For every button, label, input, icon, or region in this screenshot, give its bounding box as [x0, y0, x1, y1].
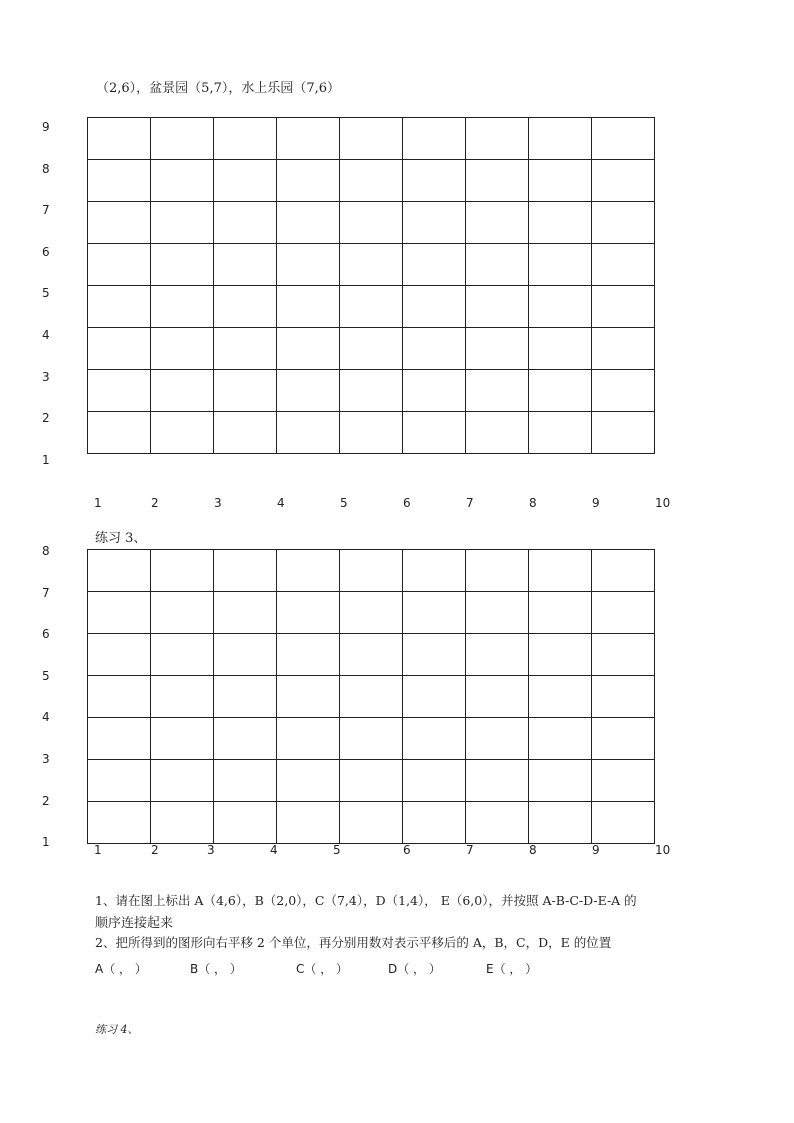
grid1-y-label: 5	[42, 286, 50, 300]
grid-cell	[529, 676, 592, 718]
grid2-x-label: 10	[655, 843, 671, 857]
grid-cell	[88, 160, 151, 202]
grid-cell	[277, 592, 340, 634]
grid-cell	[88, 118, 151, 160]
grid-cell	[592, 328, 655, 370]
grid-cell	[592, 760, 655, 802]
exercise4-title: 练习 4、	[95, 1023, 139, 1036]
grid-cell	[529, 802, 592, 844]
grid-cell	[340, 676, 403, 718]
grid-cell	[466, 592, 529, 634]
grid-cell	[88, 370, 151, 412]
grid-cell	[403, 370, 466, 412]
grid-cell	[214, 550, 277, 592]
grid-cell	[340, 328, 403, 370]
grid-cell	[403, 676, 466, 718]
grid-cell	[277, 160, 340, 202]
grid-cell	[151, 202, 214, 244]
grid-cell	[214, 160, 277, 202]
grid-cell	[214, 802, 277, 844]
grid-cell	[466, 634, 529, 676]
grid1-x-label: 4	[277, 496, 285, 510]
grid-cell	[88, 676, 151, 718]
grid2-y-label: 3	[42, 752, 50, 766]
grid1-body	[88, 118, 655, 454]
answer-blank-b[interactable]: B（ ， ）	[190, 962, 242, 976]
grid-cell	[151, 160, 214, 202]
grid-cell	[529, 718, 592, 760]
grid-row	[88, 676, 655, 718]
grid1-x-label: 9	[592, 496, 600, 510]
grid-row	[88, 328, 655, 370]
grid-cell	[88, 286, 151, 328]
grid-row	[88, 634, 655, 676]
grid-cell	[277, 118, 340, 160]
grid-cell	[592, 370, 655, 412]
grid-cell	[151, 760, 214, 802]
grid-cell	[340, 760, 403, 802]
grid-row	[88, 286, 655, 328]
grid1-y-label: 1	[42, 453, 50, 467]
grid-cell	[592, 718, 655, 760]
grid-cell	[277, 676, 340, 718]
grid-cell	[592, 286, 655, 328]
grid-cell	[277, 328, 340, 370]
grid-cell	[277, 718, 340, 760]
grid-cell	[592, 802, 655, 844]
grid-cell	[340, 802, 403, 844]
grid1-x-label: 6	[403, 496, 411, 510]
grid-cell	[592, 118, 655, 160]
grid-cell	[466, 760, 529, 802]
answer-blank-d[interactable]: D（ ， ）	[388, 962, 441, 976]
grid-cell	[340, 160, 403, 202]
grid-cell	[88, 760, 151, 802]
grid-cell	[403, 412, 466, 454]
grid2-y-label: 7	[42, 586, 50, 600]
grid-cell	[88, 202, 151, 244]
grid-cell	[529, 634, 592, 676]
answer-blank-a[interactable]: A（ ， ）	[95, 962, 147, 976]
grid-cell	[277, 802, 340, 844]
grid-cell	[340, 244, 403, 286]
grid2-x-label: 3	[207, 843, 215, 857]
grid-cell	[529, 412, 592, 454]
grid-row	[88, 718, 655, 760]
grid-cell	[277, 634, 340, 676]
grid2-x-label: 4	[270, 843, 278, 857]
grid-cell	[403, 592, 466, 634]
grid-cell	[88, 412, 151, 454]
grid-cell	[151, 634, 214, 676]
grid-cell	[151, 286, 214, 328]
grid-cell	[592, 550, 655, 592]
grid-cell	[466, 328, 529, 370]
grid-cell	[151, 328, 214, 370]
grid-cell	[403, 760, 466, 802]
grid-cell	[403, 202, 466, 244]
grid-cell	[214, 370, 277, 412]
grid2	[87, 549, 655, 844]
grid-cell	[466, 412, 529, 454]
answer-blank-c[interactable]: C（ ， ）	[296, 962, 349, 976]
grid-cell	[277, 760, 340, 802]
grid-cell	[214, 244, 277, 286]
answer-blank-e[interactable]: E（ ， ）	[486, 962, 538, 976]
grid-cell	[88, 802, 151, 844]
grid-cell	[214, 118, 277, 160]
grid-cell	[151, 718, 214, 760]
grid-cell	[340, 634, 403, 676]
grid1-y-label: 3	[42, 370, 50, 384]
grid-row	[88, 550, 655, 592]
grid-cell	[340, 370, 403, 412]
question-2: 2、把所得到的图形向右平移 2 个单位，再分别用数对表示平移后的 A，B，C，D，E 的位置	[95, 935, 612, 950]
grid-cell	[466, 676, 529, 718]
grid-cell	[277, 550, 340, 592]
grid-row	[88, 160, 655, 202]
grid-cell	[592, 634, 655, 676]
grid-cell	[88, 592, 151, 634]
grid-cell	[529, 760, 592, 802]
grid-cell	[340, 118, 403, 160]
grid2-y-label: 8	[42, 544, 50, 558]
grid-cell	[214, 634, 277, 676]
grid-cell	[214, 412, 277, 454]
grid-cell	[340, 592, 403, 634]
grid-cell	[151, 802, 214, 844]
grid-cell	[592, 244, 655, 286]
grid-row	[88, 760, 655, 802]
grid-cell	[151, 244, 214, 286]
grid1-x-label: 1	[94, 496, 102, 510]
grid-cell	[277, 286, 340, 328]
grid-cell	[88, 328, 151, 370]
grid-cell	[277, 244, 340, 286]
grid1-x-label: 7	[466, 496, 474, 510]
grid-cell	[466, 160, 529, 202]
grid-cell	[277, 412, 340, 454]
grid-cell	[529, 202, 592, 244]
grid-cell	[466, 286, 529, 328]
grid1-x-label: 10	[655, 496, 671, 510]
grid-cell	[466, 244, 529, 286]
grid-cell	[529, 592, 592, 634]
grid-cell	[466, 202, 529, 244]
grid-cell	[151, 592, 214, 634]
grid-cell	[340, 286, 403, 328]
grid-cell	[403, 118, 466, 160]
grid-cell	[214, 676, 277, 718]
grid2-body	[88, 550, 655, 844]
grid2-y-label: 2	[42, 794, 50, 808]
grid-cell	[529, 550, 592, 592]
grid2-x-label: 9	[592, 843, 600, 857]
grid2-x-label: 6	[403, 843, 411, 857]
question-1-line-2: 顺序连接起来	[95, 916, 174, 931]
grid2-y-label: 6	[42, 627, 50, 641]
grid-row	[88, 802, 655, 844]
grid1-y-label: 2	[42, 411, 50, 425]
grid-cell	[529, 244, 592, 286]
grid-cell	[340, 550, 403, 592]
grid1-y-label: 7	[42, 203, 50, 217]
intro-line: （2,6），盆景园（5,7），水上乐园（7,6）	[96, 81, 341, 96]
grid-cell	[151, 412, 214, 454]
grid-cell	[592, 412, 655, 454]
grid-cell	[151, 550, 214, 592]
grid-row	[88, 592, 655, 634]
grid-cell	[403, 328, 466, 370]
grid-cell	[151, 118, 214, 160]
grid1-y-label: 4	[42, 328, 50, 342]
grid-cell	[88, 244, 151, 286]
grid-cell	[214, 202, 277, 244]
grid1-y-label: 6	[42, 245, 50, 259]
grid1	[87, 117, 655, 454]
grid-cell	[88, 718, 151, 760]
grid-cell	[340, 718, 403, 760]
exercise3-title: 练习 3、	[95, 531, 147, 546]
grid-cell	[151, 676, 214, 718]
grid-cell	[403, 550, 466, 592]
grid-cell	[529, 370, 592, 412]
grid-row	[88, 412, 655, 454]
grid2-x-label: 2	[151, 843, 159, 857]
grid-row	[88, 244, 655, 286]
grid-cell	[214, 286, 277, 328]
grid2-y-label: 1	[42, 835, 50, 849]
grid-cell	[529, 160, 592, 202]
grid-cell	[403, 244, 466, 286]
grid-cell	[529, 118, 592, 160]
grid-cell	[403, 286, 466, 328]
grid-cell	[214, 328, 277, 370]
grid2-y-label: 5	[42, 669, 50, 683]
grid-cell	[529, 328, 592, 370]
grid1-x-label: 2	[151, 496, 159, 510]
grid-cell	[592, 160, 655, 202]
grid-cell	[466, 118, 529, 160]
grid2-x-label: 1	[94, 843, 102, 857]
grid-cell	[214, 592, 277, 634]
grid2-x-label: 7	[466, 843, 474, 857]
grid-cell	[403, 160, 466, 202]
grid-cell	[277, 370, 340, 412]
grid-row	[88, 202, 655, 244]
grid1-y-label: 8	[42, 162, 50, 176]
grid-cell	[466, 802, 529, 844]
grid1-y-label: 9	[42, 120, 50, 134]
grid-cell	[529, 286, 592, 328]
grid-cell	[403, 802, 466, 844]
grid-cell	[88, 550, 151, 592]
grid-cell	[214, 718, 277, 760]
grid1-x-label: 5	[340, 496, 348, 510]
grid-cell	[592, 676, 655, 718]
grid-cell	[466, 718, 529, 760]
grid-cell	[403, 634, 466, 676]
grid1-x-label: 3	[214, 496, 222, 510]
question-1-line-1: 1、请在图上标出 A（4,6），B（2,0），C（7,4），D（1,4）， E（6,0），并按照 A-B-C-D-E-A 的	[95, 893, 637, 908]
grid1-x-label: 8	[529, 496, 537, 510]
grid-cell	[466, 550, 529, 592]
grid2-x-label: 5	[333, 843, 341, 857]
grid2-y-label: 4	[42, 710, 50, 724]
grid-row	[88, 370, 655, 412]
grid-cell	[88, 634, 151, 676]
grid-cell	[592, 592, 655, 634]
grid-cell	[466, 370, 529, 412]
grid-cell	[403, 718, 466, 760]
grid-cell	[277, 202, 340, 244]
grid-cell	[340, 412, 403, 454]
grid-cell	[151, 370, 214, 412]
grid-cell	[214, 760, 277, 802]
grid2-x-label: 8	[529, 843, 537, 857]
grid-cell	[340, 202, 403, 244]
grid-row	[88, 118, 655, 160]
grid-cell	[592, 202, 655, 244]
